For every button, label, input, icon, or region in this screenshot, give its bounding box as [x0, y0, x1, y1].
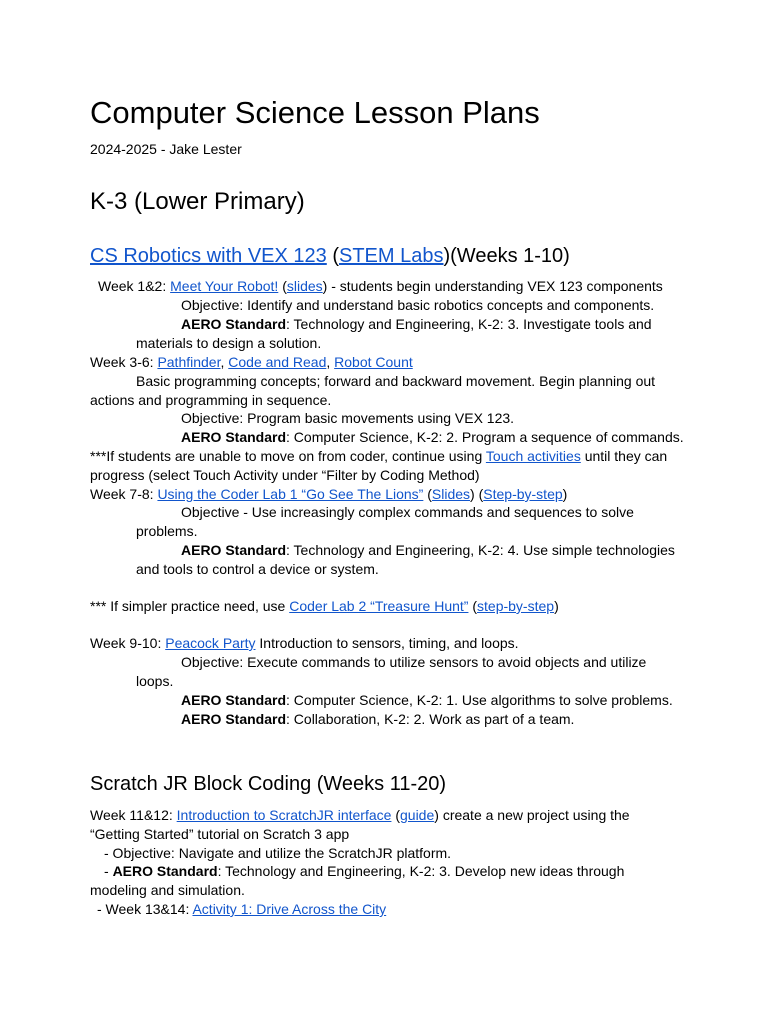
week-7-8-objective: Objective - Use increasingly complex commands and sequences to solve — [181, 504, 634, 520]
week-9-10-objective: Objective: Execute commands to utilize sensors to avoid objects and utilize — [181, 654, 647, 670]
week-1-2-aero: AERO Standard: Technology and Engineering, K-2: 3. Investigate tools and — [181, 316, 652, 332]
meet-your-robot-link[interactable]: Meet Your Robot! — [170, 278, 279, 294]
week-1-2-aero-cont: materials to design a solution. — [136, 335, 322, 351]
section-heading-k3: K-3 (Lower Primary) — [90, 188, 305, 215]
scratchjr-intro-link[interactable]: Introduction to ScratchJR interface — [176, 807, 392, 823]
code-and-read-link[interactable]: Code and Read — [228, 354, 327, 370]
week-13-14-line: - Week 13&14: Activity 1: Drive Across the City — [97, 901, 387, 917]
week-9-10-aero-1: AERO Standard: Computer Science, K-2: 1. Use algorithms to solve problems. — [181, 692, 673, 708]
week-7-8-step-link[interactable]: Step-by-step — [483, 486, 563, 502]
week-3-6-aero: AERO Standard: Computer Science, K-2: 2. Program a sequence of commands. — [181, 429, 684, 445]
week-7-8-aero: AERO Standard: Technology and Engineering, K-2: 4. Use simple technologies — [181, 542, 675, 558]
touch-activities-link[interactable]: Touch activities — [485, 448, 581, 464]
week-3-6-desc: Basic programming concepts; forward and backward movement. Begin planning out — [136, 373, 656, 389]
scratch-aero: - AERO Standard: Technology and Engineering, K-2: 3. Develop new ideas through — [104, 863, 625, 879]
week-1-2-objective: Objective: Identify and understand basic robotics concepts and components. — [181, 297, 655, 313]
scratch-aero-cont: modeling and simulation. — [90, 882, 245, 898]
scratchjr-guide-link[interactable]: guide — [400, 807, 435, 823]
pathfinder-link[interactable]: Pathfinder — [157, 354, 221, 370]
page-subtitle: 2024-2025 - Jake Lester — [90, 141, 242, 157]
week-3-6-objective: Objective: Program basic movements using VEX 123. — [181, 410, 515, 426]
coder-lab-2-link[interactable]: Coder Lab 2 “Treasure Hunt” — [289, 598, 469, 614]
vex-123-link[interactable]: CS Robotics with VEX 123 — [90, 245, 327, 267]
week-7-8-aero-cont: and tools to control a device or system. — [136, 561, 379, 577]
simpler-practice-note: *** If simpler practice need, use Coder Lab 2 “Treasure Hunt” (step-by-step) — [90, 598, 559, 614]
peacock-party-link[interactable]: Peacock Party — [165, 635, 256, 651]
vex-heading: CS Robotics with VEX 123 (STEM Labs)(Weeks 1-10) — [90, 245, 570, 267]
coder-lab-2-step-link[interactable]: step-by-step — [477, 598, 555, 614]
coder-lab-1-link[interactable]: Using the Coder Lab 1 “Go See The Lions” — [157, 486, 424, 502]
week-7-8-objective-cont: problems. — [136, 523, 198, 539]
week-1-2-slides-link[interactable]: slides — [286, 278, 323, 294]
robot-count-link[interactable]: Robot Count — [334, 354, 413, 370]
week-7-8-line: Week 7-8: Using the Coder Lab 1 “Go See The Lions” (Slides) (Step-by-step) — [90, 486, 568, 502]
week-9-10-objective-cont: loops. — [136, 673, 174, 689]
week-7-8-slides-link[interactable]: Slides — [431, 486, 471, 502]
scratch-objective: - Objective: Navigate and utilize the ScratchJR platform. — [104, 845, 452, 861]
drive-across-city-link[interactable]: Activity 1: Drive Across the City — [192, 901, 387, 917]
page-title: Computer Science Lesson Plans — [90, 95, 540, 130]
touch-note-cont: progress (select Touch Activity under “Filter by Coding Method) — [90, 467, 480, 483]
touch-note: ***If students are unable to move on from coder, continue using Touch activities until they can — [90, 448, 668, 464]
week-11-12-line: Week 11&12: Introduction to ScratchJR interface (guide) create a new project using the — [90, 807, 630, 823]
week-11-12-cont: “Getting Started” tutorial on Scratch 3 app — [90, 826, 350, 842]
week-9-10-line: Week 9-10: Peacock Party Introduction to sensors, timing, and loops. — [90, 635, 519, 651]
week-3-6-desc-cont: actions and programming in sequence. — [90, 392, 332, 408]
scratch-heading: Scratch JR Block Coding (Weeks 11-20) — [90, 773, 447, 795]
week-9-10-aero-2: AERO Standard: Collaboration, K-2: 2. Work as part of a team. — [181, 711, 575, 727]
week-3-6-line: Week 3-6: Pathfinder, Code and Read, Robot Count — [90, 354, 413, 370]
stem-labs-link[interactable]: STEM Labs — [339, 245, 444, 267]
week-1-2-line: Week 1&2: Meet Your Robot! (slides) - students begin understanding VEX 123 components — [98, 278, 663, 294]
